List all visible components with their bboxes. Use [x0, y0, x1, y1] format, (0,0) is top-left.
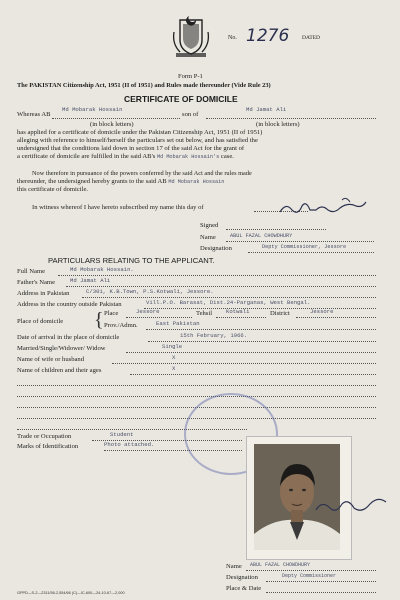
witness-name-line	[226, 241, 374, 242]
designation-line	[248, 252, 374, 253]
married-line	[126, 352, 376, 353]
place-of-domicile-label: Place of domicile	[17, 318, 64, 325]
father-name-line	[206, 118, 376, 119]
photo-name-label: Name	[226, 563, 242, 570]
serial-number: 1276	[246, 26, 290, 46]
block-letters-note-1: (in block letters)	[90, 121, 134, 128]
married-value: Single	[162, 343, 183, 350]
photo-attestation-signature	[312, 492, 390, 518]
full-name-line	[58, 275, 376, 276]
children-extra-line-1	[17, 385, 376, 386]
block-letters-note-2: (in block letters)	[256, 121, 300, 128]
witness-text: In witness whereof I have hereto subscribed my name this day of	[32, 204, 204, 211]
declaration-line-1: has applied for a certificate of domicile under the Pakistan Citizenship Act, 1951 (II of 1951)	[17, 129, 263, 136]
place-line	[126, 317, 192, 318]
designation-typed: Depty Commissioner, Jessore	[262, 244, 347, 250]
arrival-label: Date of arrival in the place of domicile	[17, 334, 120, 341]
marks-label: Marks of Identification	[17, 443, 79, 450]
children-extra-line-2	[17, 396, 376, 397]
declaration-line-3: undersigned that the conditions laid down in section 17 of the said Act for the grant of	[17, 145, 245, 152]
marks-line	[104, 450, 242, 451]
tehsil-line	[216, 317, 266, 318]
arrival-line	[148, 341, 376, 342]
district-line	[296, 317, 376, 318]
declaration-line-4: a certificate of domicile are fulfilled in the said AB's Md Mobarak Hossain's case.	[17, 153, 234, 160]
grant-applicant-name: Md Mobarak Hossain	[168, 179, 225, 185]
trade-value: Student	[110, 431, 134, 438]
serial-label: No.	[228, 35, 237, 41]
father-value: Md Jamat Ali	[70, 277, 111, 284]
place-date-label: Place & Date	[226, 585, 262, 592]
print-code: GPPD—S-2—2311/56-2,554/66 (C)—IC-600—24-10-67—2,000	[17, 591, 125, 595]
signed-label: Signed	[200, 222, 219, 229]
tehsil-label: Tehsil	[196, 310, 213, 317]
whereas-prefix: Whereas AB	[17, 111, 51, 118]
address-pakistan-value: C/301, K.B.Town, P.S.Kotwali, Jessore.	[86, 288, 214, 295]
children-label: Name of children and their ages	[17, 367, 102, 374]
father-line	[66, 286, 376, 287]
grant-line-1: Now therefore in pursuance of the powers conferred by the said Act and the rules made	[32, 170, 252, 177]
full-name-label: Full Name	[17, 268, 46, 275]
district-value: Jessore	[310, 308, 334, 315]
spouse-line	[112, 363, 376, 364]
father-name-typed: Md Jamat Ali	[246, 106, 287, 113]
grant-line-2: thereunder, the undersigned hereby grants to the said AB Md Mobarak Hossain	[17, 178, 225, 185]
applicant-name-typed: Md Mobarak Hossain	[62, 106, 123, 113]
prov-label: Prov./Admn.	[104, 322, 138, 329]
form-number: Form P-1	[178, 73, 203, 80]
domicile-brace: {	[94, 309, 104, 331]
address-pakistan-line	[82, 297, 376, 298]
spouse-value: X	[172, 354, 176, 361]
pakistan-emblem-icon	[170, 14, 212, 58]
photo-designation-line	[266, 581, 376, 582]
place-value: Jessore	[136, 308, 160, 315]
prov-line	[146, 329, 376, 330]
full-name-value: Md Mobarak Hossain.	[70, 266, 134, 273]
act-line: The PAKISTAN Citizenship Act, 1951 (II of 1951) and Rules made thereunder (Vide Rule 23)	[17, 82, 271, 89]
prov-value: East Pakistan	[156, 320, 200, 327]
married-label: Married/Single/Widower/ Widow	[17, 345, 106, 352]
children-line	[130, 374, 376, 375]
photo-designation-value: Depty Commissioner	[282, 573, 337, 579]
address-outside-line	[144, 308, 376, 309]
place-prefix: Place	[104, 310, 119, 317]
particulars-heading: PARTICULARS RELATING TO THE APPLICANT.	[48, 256, 215, 265]
arrival-value: 15th February, 1966.	[180, 332, 248, 339]
district-label: District	[270, 310, 290, 317]
son-of-label: son of	[182, 111, 199, 118]
witness-name-typed: ABUL FAZAL CHOWDHURY	[230, 233, 293, 239]
tehsil-value: Kotwali	[226, 308, 250, 315]
place-date-line	[266, 592, 376, 593]
applicant-name-possessive: Md Mobarak Hossain's	[156, 154, 220, 160]
dated-label: DATED	[302, 35, 321, 41]
serial-number-box	[220, 28, 340, 48]
witness-name-label: Name	[200, 234, 216, 241]
grant-line-3: this certificate of domicile.	[17, 186, 89, 193]
spouse-label: Name of wife or husband	[17, 356, 85, 363]
photo-designation-label: Designation	[226, 574, 258, 581]
marks-value: Photo attached.	[104, 441, 155, 448]
father-label: Father's Name	[17, 279, 55, 286]
address-outside-value: Vill.P.O. Barasat, Dist.24-Parganas, West Bengal.	[146, 299, 311, 306]
photo-name-value: ABUL FAZAL CHOWDHURY	[250, 562, 311, 568]
trade-label: Trade or Occupation	[17, 433, 72, 440]
officer-signature	[276, 196, 368, 220]
address-outside-label: Address in the country outside Pakistan	[17, 301, 122, 308]
applicant-name-line	[52, 118, 180, 119]
certificate-title: CERTIFICATE OF DOMICILE	[124, 94, 238, 104]
signed-line	[226, 229, 326, 230]
designation-label: Designation	[200, 245, 232, 252]
children-value: X	[172, 365, 176, 372]
declaration-line-2: alleging with reference to himself/herself the particulars set out below, and has satisfied the	[17, 137, 258, 144]
photo-name-line	[246, 570, 376, 571]
address-pakistan-label: Address in Pakistan	[17, 290, 70, 297]
